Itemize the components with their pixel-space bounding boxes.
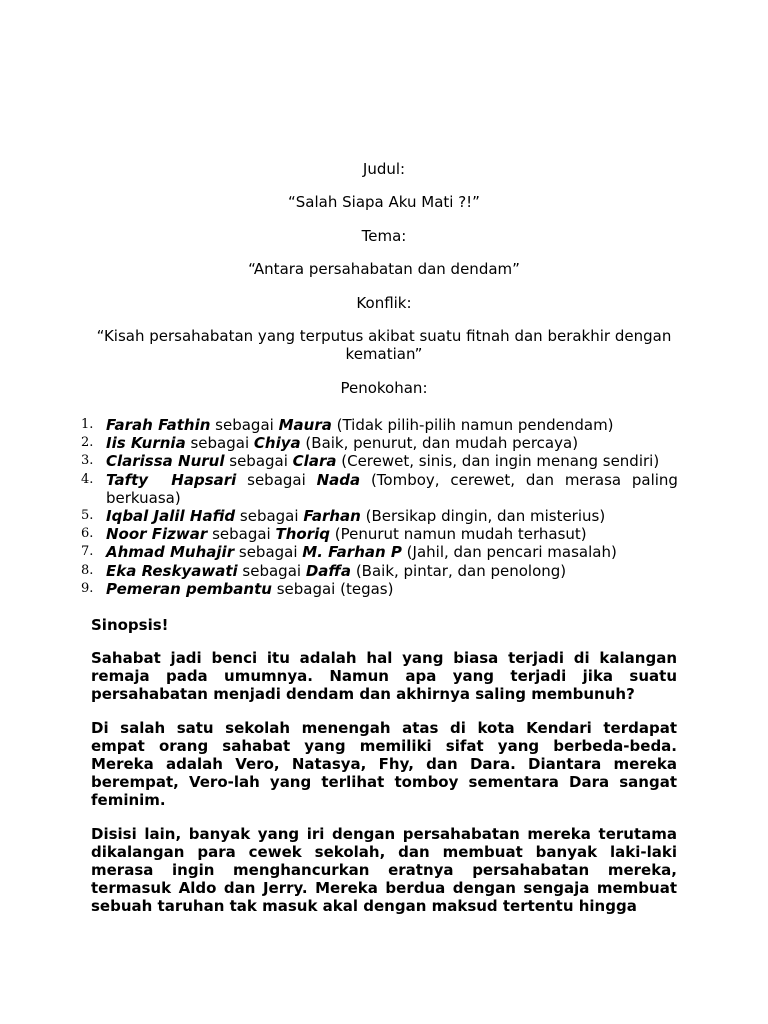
cast-item <box>72 471 678 507</box>
role-description: (Baik, penurut, dan mudah percaya) <box>305 434 579 453</box>
list-number: 2. <box>81 435 94 451</box>
list-number: 1. <box>81 417 94 432</box>
connector-word: sebagai <box>247 470 306 489</box>
connector-word: sebagai <box>212 525 271 544</box>
cast-item <box>72 452 678 470</box>
actor-name: Tafty Hapsari <box>106 470 237 489</box>
list-number: 9. <box>81 580 94 596</box>
list-number: 3. <box>81 453 94 469</box>
role-description: (Baik, pintar, dan penolong) <box>355 561 567 580</box>
connector-word: sebagai <box>215 416 274 434</box>
actor-name: Pemeran pembantu <box>106 579 272 598</box>
paragraph-text: Di salah satu sekolah menengah atas di kota Kendari terdapat empat orang sahabat yang memiliki sifat yang berbeda-beda. Mereka adalah Vero, Natasya, Fhy, dan Dara. Diantara mereka berempat, Vero-lah yang terlihat tomboy sementara Dara sangat feminim. <box>91 719 677 809</box>
actor-name: Ahmad Muhajir <box>106 543 235 562</box>
role-name: Daffa <box>305 561 352 580</box>
connector-word: sebagai <box>242 561 302 580</box>
list-number: 4. <box>81 471 94 487</box>
penokohan-label: Penokohan: <box>340 379 428 397</box>
cast-item <box>72 525 678 543</box>
actor-name: Farah Fathin <box>106 416 211 434</box>
role-name: Farhan <box>303 507 361 526</box>
role-name: Nada <box>316 470 361 489</box>
cast-item <box>72 543 678 561</box>
cast-list <box>72 416 678 598</box>
role-name: Maura <box>278 416 332 434</box>
synopsis-paragraph-1 <box>91 649 677 703</box>
role-description: (Cerewet, sinis, dan ingin menang sendiri) <box>341 452 660 471</box>
cast-item <box>72 562 678 580</box>
synopsis-paragraph-3 <box>91 825 677 915</box>
role-description: (tegas) <box>340 579 394 598</box>
cast-item <box>72 507 678 525</box>
connector-word: sebagai <box>229 452 288 471</box>
synopsis-paragraph-2 <box>91 719 677 809</box>
connector-word: sebagai <box>238 543 298 562</box>
connector-word: sebagai <box>276 579 336 598</box>
cast-item <box>72 416 678 434</box>
list-number: 5. <box>81 508 94 524</box>
actor-name: Noor Fizwar <box>106 525 208 544</box>
list-number: 8. <box>81 562 94 578</box>
actor-name: Clarissa Nurul <box>106 452 225 471</box>
cast-item <box>72 434 678 452</box>
role-name: M. Farhan P <box>302 543 402 562</box>
actor-name: Eka Reskyawati <box>106 561 238 580</box>
list-number: 7. <box>81 544 94 560</box>
role-description: (Penurut namun mudah terhasut) <box>334 525 587 544</box>
judul-value: “Salah Siapa Aku Mati ?!” <box>288 193 480 211</box>
actor-name: Iqbal Jalil Hafid <box>106 507 236 526</box>
konflik-value: “Kisah persahabatan yang terputus akibat suatu fitnah dan berakhir dengan kematian” <box>96 327 672 363</box>
tema-label: Tema: <box>361 227 407 245</box>
list-number: 6. <box>81 526 94 542</box>
role-description: (Jahil, dan pencari masalah) <box>406 543 617 562</box>
role-description: (Bersikap dingin, dan misterius) <box>365 507 606 526</box>
role-description: (Tomboy, cerewet, dan merasa paling berkuasa) <box>106 470 678 507</box>
synopsis-heading: Sinopsis! <box>91 616 169 634</box>
role-description: (Tidak pilih-pilih namun pendendam) <box>336 416 614 434</box>
paragraph-text: Disisi lain, banyak yang iri dengan persahabatan mereka terutama dikalangan para cewek sekolah, dan membuat banyak laki-laki merasa ingin menghancurkan eratnya persahabatan mereka, termasuk Aldo dan Jerry. Mereka berdua dengan sengaja membuat sebuah taruhan tak masuk akal dengan maksud tertentu hingga <box>91 825 677 915</box>
judul-label: Judul: <box>362 160 406 178</box>
connector-word: sebagai <box>239 507 299 526</box>
actor-name: Iis Kurnia <box>106 434 186 453</box>
tema-value: “Antara persahabatan dan dendam” <box>248 260 520 278</box>
role-name: Chiya <box>253 434 301 453</box>
cast-item <box>72 580 678 598</box>
konflik-label: Konflik: <box>356 294 412 312</box>
role-name: Clara <box>292 452 337 471</box>
connector-word: sebagai <box>190 434 250 453</box>
paragraph-text: Sahabat jadi benci itu adalah hal yang biasa terjadi di kalangan remaja pada umumnya. Namun apa yang terjadi jika suatu persahabatan menjadi dendam dan akhirnya saling membunuh? <box>91 649 677 703</box>
role-name: Thoriq <box>275 525 330 544</box>
